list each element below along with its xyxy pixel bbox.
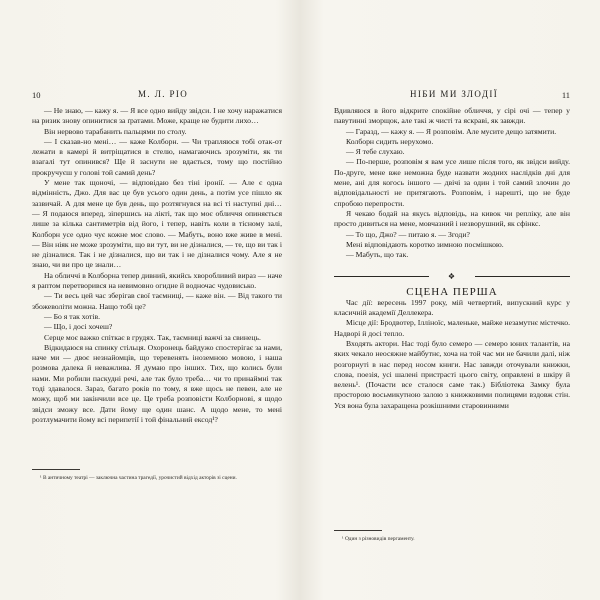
ornament-line-right [475,276,570,277]
left-book-author: М. Л. РІО [138,89,189,99]
ornament-icon: ❖ [444,272,460,281]
right-page [300,0,600,600]
scene-ornament [334,272,570,281]
paragraph: — Бо я так хотів. [44,311,101,321]
paragraph: — Що, і досі хочеш? [44,322,113,332]
scene-title: СЦЕНА ПЕРША [406,286,498,299]
paragraph: На обличчі в Колборна тепер дивний, якийсь хворобливий вираз — наче я раптом перетворився на невимовно огидне й водночас чудовисько. [32,270,282,291]
paragraph: Місце дії: Бродвотер, Ілліноїс, маленьке, майже незамутнє містечко. Надворі й досі тепло. [334,318,570,338]
footnote-text: ¹ Один з різновидів пергаменту. [342,536,415,542]
paragraph: У мене так щоночі, — відповідаю без тіні іронії. — Але є одна відмінність, Джо. Для вас це був усього один день, а потім усе пішло як зазвичай. А для мене це був день, що розтягнувся на всі ті наступні дні… — Я подаюся вперед, зіпершись на лікті, так що моє обличчя опиняється лише за кілька сантиметрів від його, і тепер, навіть коли в тісному залі, Колборн усе одно чує кожне моє слово. — Мабуть, воно вже живе в мені. — Він ніяк не може зрозуміти, що ви тут, ви не дізналися, — те, що ви так і не дізналися. Так і не дізналися, що ви так і не дізналися чому. Але я не знаю, чи ви про це знали… [32,178,282,270]
paragraph: — Гаразд, — кажу я. — Я розповім. Але мусите дещо затямити. [346,126,557,136]
paragraph: — То що, Джо? — питаю я. — Згоди? [346,229,470,239]
left-body-text [32,106,282,425]
left-page-number: 10 [32,90,41,100]
right-page-number: 11 [561,90,570,100]
right-footnote [334,530,570,544]
paragraph: — Мабуть, що так. [346,250,409,260]
ornament-line-left [334,276,429,277]
left-footnote [32,469,282,483]
right-book-title: НІБИ МИ ЗЛОДІЇ [410,89,499,99]
right-body-text [334,106,570,411]
paragraph: Входять актори. Нас тоді було семеро — семеро юних талантів, на яких чекало неосяжне майбутнє, хоча на той час ми не бачили далі, ніж розгорнуті в нас перед носом книги. Нас завжди оточували книжки, слова, поезія, усі шалені пристрасті цього світу, оправлені в шкіру й велень¹. (Почасти все сталося саме так.) Бібліотека Замку була просторою восьмикутною залою з книжковими полицями вздовж стін. Уся вона була захаращена розкішними старовинними [334,338,570,410]
paragraph: Час дії: вересень 1997 року, мій четвертий, випускний курс у класичній академії Деллекера. [334,297,570,318]
paragraph: — І сказав-но мені… — каже Колборн. — Чи трапляюся тобі отак-от лежати в камері й витріщатися в стелю, намагаючись зрозуміти, як ти взагалі тут опинився? Ще й заснути не вдається, тому що постійно прокручуєш у голові той самий день? [32,136,282,177]
paragraph: Мені відповідають коротко зимною посмішкою. [346,239,504,249]
paragraph: — Ти весь цей час зберігав свої таємниці, — каже він. — Від такого ти збожеволіти можна. Нащо тобі це? [32,291,282,311]
paragraph: Він нервово тарабанить пальцями по столу. [44,126,187,136]
footnote-text: ¹ В античному театрі — заключна частина трагедії, урочистий відхід акторів зі сцени. [40,475,237,481]
paragraph: Я чекаю бодай на якусь відповідь, на кивок чи репліку, але він просто дивиться на мене, мовчазний і незворушний, як сфінкс. [334,208,570,229]
footnote-rule [32,469,80,470]
paragraph: Колборн сидить нерухомо. [346,136,434,146]
paragraph: Вдивляюся в його відкрите спокійне обличчя, у сірі очі — тепер у павутинні зморщок, але такі ж чисті та яскраві, як завжди. [334,106,570,126]
paragraph: — Не знаю, — кажу я. — Я все одно вийду звідси. І не хочу наражатися на ризик знову опинитися за ґратами. Може, краще не будити лихо… [32,106,282,126]
paragraph: — Я тебе слухаю. [346,147,405,157]
footnote-rule [334,530,382,531]
paragraph: Серце моє важко спіткає в грудях. Так, таємниці важчі за свинець. [44,332,261,342]
paragraph: — По-перше, розповім я вам усе лише після того, як звідси вийду. По-друге, мене вже неможна буде назвати жодних наслідків дні для мене, ані для когось іншого — двічі за один і той самий злочин до відповідальності не притягають. Розповім, і нарешті, що не буде спробою перепрости. [334,157,570,208]
paragraph: Відкидаюся на спинку стільця. Охоронець байдужо спостерігає за нами, наче ми — двоє незнайомців, що теревенять іноземною мовою, і наша розмова далека й неважлива. Я думаю про інших. Тих, що колись були нами. Ми робили паскудні речі, але так було треба… чи то принаймні так тоді здавалося. Зараз, багато років по тому, я вже щось не певен, але не можу, щоб ми закінчили все це. Це треба розповісти Колборнові, я щодо звідси зможу все. Дати йому ще один шанс. А щодо мене, то мені розтлумачити йому всі перипетії і той фінальний ексод¹? [32,342,282,424]
